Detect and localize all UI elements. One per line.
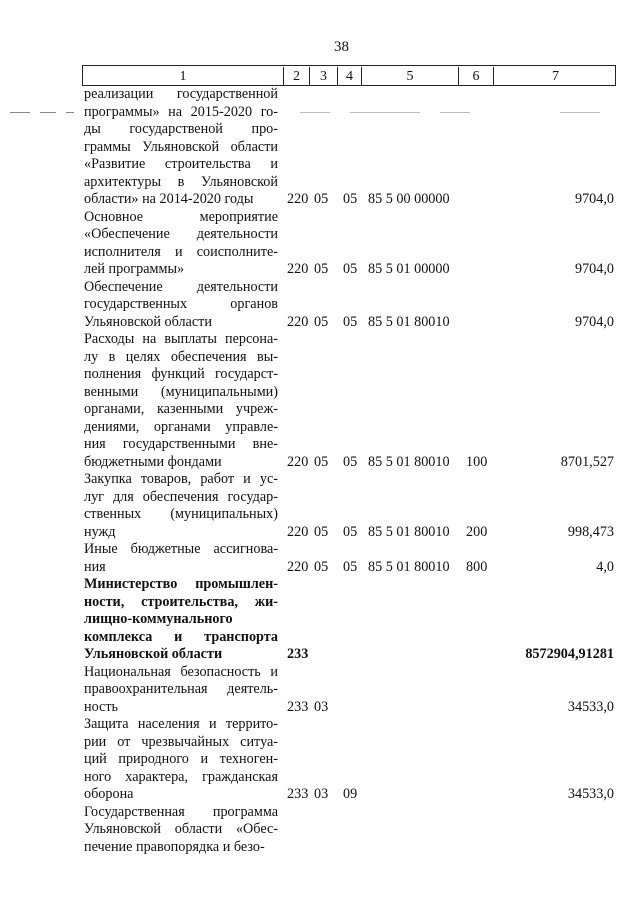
row-description xyxy=(84,471,278,541)
description-line: комплекса и транспорта xyxy=(84,628,278,645)
scan-speck xyxy=(10,112,30,113)
description-line: государственных органов xyxy=(84,296,278,312)
description-line: Ульяновской области xyxy=(84,646,223,662)
header-col-6: 6 xyxy=(458,67,493,86)
amount: 34533,0 xyxy=(567,698,614,715)
amount: 9704,0 xyxy=(574,261,614,277)
description-line: «Обеспечение деятельности xyxy=(84,226,278,242)
description-line: печение правопорядка и безо- xyxy=(84,838,265,855)
description-line: Защита населения и террито- xyxy=(84,716,278,732)
row-description xyxy=(84,209,278,279)
description-line: Основное мероприятие xyxy=(84,208,278,225)
header-col-4: 4 xyxy=(337,67,361,86)
amount: 4,0 xyxy=(596,558,614,575)
description-line: ность xyxy=(84,698,119,715)
description-line: Иные бюджетные ассигнова- xyxy=(84,541,278,557)
gr-code: 220 xyxy=(287,558,309,575)
row-description xyxy=(84,279,278,332)
page-number: 38 xyxy=(334,39,349,55)
csr-code: 85 5 01 80010 xyxy=(368,313,450,330)
description-line: полнения функций государст- xyxy=(84,366,278,382)
header-col-7: 7 xyxy=(493,67,617,86)
description-line: граммы Ульяновской области xyxy=(84,138,278,155)
description-line: ния xyxy=(84,558,106,575)
amount: 998,473 xyxy=(567,523,614,540)
header-col-1: 1 xyxy=(179,69,187,84)
amount: 9704,0 xyxy=(574,313,614,330)
pr-code: 05 xyxy=(343,453,358,470)
row-description xyxy=(84,576,278,664)
description-line: нужд xyxy=(84,523,116,540)
rz-code: 03 xyxy=(314,698,329,715)
description-line: исполнителя и соисполните- xyxy=(84,243,278,260)
row-description xyxy=(84,804,278,857)
amount: 34533,0 xyxy=(567,786,614,802)
vr-code: 200 xyxy=(466,523,488,540)
description-line: дениями, органами управле- xyxy=(84,418,278,435)
csr-code: 85 5 01 80010 xyxy=(368,558,450,575)
csr-code: 85 5 01 80010 xyxy=(368,523,450,540)
csr-code: 85 5 01 80010 xyxy=(368,453,450,470)
rz-code: 03 xyxy=(314,786,329,802)
row-description xyxy=(84,541,278,576)
description-line: ности, строительства, жи- xyxy=(84,593,278,610)
scan-speck xyxy=(560,112,600,113)
description-line: Ульяновской области «Обес- xyxy=(84,821,278,837)
pr-code: 05 xyxy=(343,261,358,277)
row-description xyxy=(84,331,278,471)
description-line: архитектуры в Ульяновской xyxy=(84,173,278,190)
description-line: лу в целях обеспечения вы- xyxy=(84,348,278,365)
scan-speck xyxy=(440,112,470,113)
vr-code: 100 xyxy=(466,453,488,470)
description-line: Закупка товаров, работ и ус- xyxy=(84,471,278,487)
gr-code: 233 xyxy=(287,786,309,802)
pr-code: 05 xyxy=(343,313,358,330)
description-line: «Развитие строительства и xyxy=(84,156,278,172)
pr-code: 05 xyxy=(343,191,358,207)
scan-speck xyxy=(40,112,56,113)
description-line: области» на 2014-2020 годы xyxy=(84,191,254,207)
pr-code: 09 xyxy=(343,786,358,802)
amount: 8572904,91281 xyxy=(525,646,614,662)
description-line: ния государственными вне- xyxy=(84,436,278,452)
gr-code: 233 xyxy=(287,646,309,662)
header-col-2: 2 xyxy=(283,67,309,86)
gr-code: 220 xyxy=(287,191,309,207)
row-description xyxy=(84,716,278,804)
amount: 8701,527 xyxy=(560,453,614,470)
rz-code: 05 xyxy=(314,313,329,330)
description-line: луг для обеспечения государ- xyxy=(84,488,278,505)
scan-speck xyxy=(300,112,330,113)
gr-code: 220 xyxy=(287,261,309,277)
pr-code: 05 xyxy=(343,558,358,575)
row-description xyxy=(84,664,278,717)
row-description xyxy=(84,86,278,209)
header-col-5: 5 xyxy=(361,67,458,86)
description-line: лей программы» xyxy=(84,261,185,277)
description-line: Национальная безопасность и xyxy=(84,663,278,680)
description-line: реализации государственной xyxy=(84,86,278,102)
description-line: бюджетными фондами xyxy=(84,453,222,470)
gr-code: 220 xyxy=(287,313,309,330)
description-line: Расходы на выплаты персона- xyxy=(84,331,278,347)
rz-code: 05 xyxy=(314,261,329,277)
rz-code: 05 xyxy=(314,191,329,207)
description-line: ды государственой про- xyxy=(84,121,278,137)
description-line: программы» на 2015-2020 го- xyxy=(84,103,278,120)
gr-code: 233 xyxy=(287,698,309,715)
description-line: лищно-коммунального xyxy=(84,611,233,627)
table-header xyxy=(82,65,616,86)
amount: 9704,0 xyxy=(574,191,614,207)
vr-code: 800 xyxy=(466,558,488,575)
gr-code: 220 xyxy=(287,453,309,470)
scan-speck xyxy=(350,112,420,113)
description-line: ственных (муниципальных) xyxy=(84,506,278,522)
description-line: Ульяновской области xyxy=(84,313,212,330)
description-line: ций природного и техноген- xyxy=(84,751,278,767)
gr-code: 220 xyxy=(287,523,309,540)
csr-code: 85 5 01 00000 xyxy=(368,261,450,277)
description-line: правоохранительная деятель- xyxy=(84,681,278,697)
description-line: венными (муниципальными) xyxy=(84,383,278,400)
rz-code: 05 xyxy=(314,558,329,575)
description-line: Министерство промышлен- xyxy=(84,576,278,592)
header-col-3: 3 xyxy=(309,67,337,86)
rz-code: 05 xyxy=(314,523,329,540)
description-line: ного характера, гражданская xyxy=(84,768,278,785)
description-line: Обеспечение деятельности xyxy=(84,278,278,295)
description-line: органами, казенными учреж- xyxy=(84,401,278,417)
csr-code: 85 5 00 00000 xyxy=(368,191,450,207)
description-line: оборона xyxy=(84,786,134,802)
scan-speck xyxy=(66,112,74,113)
pr-code: 05 xyxy=(343,523,358,540)
description-line: Государственная программа xyxy=(84,803,278,820)
rz-code: 05 xyxy=(314,453,329,470)
description-line: рии от чрезвычайных ситуа- xyxy=(84,733,278,750)
